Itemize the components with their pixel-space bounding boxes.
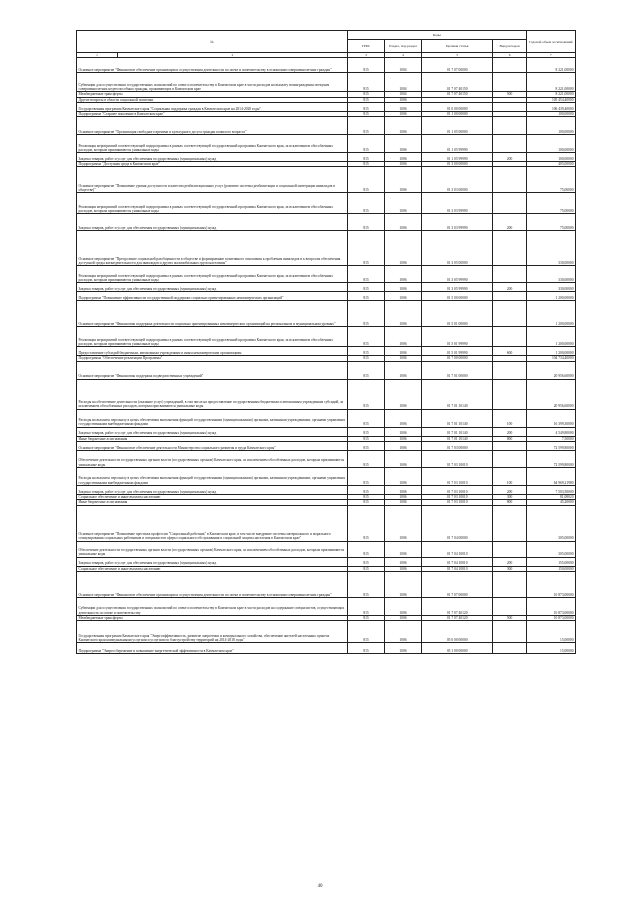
row-sum: 72 599,80000 — [526, 451, 575, 468]
row-vr — [493, 102, 526, 111]
row-name: Основное мероприятие "Финансовое обеспечение организации и осуществления деятельности по опеке и попечительству в отношении совершеннолетних граждан" — [77, 58, 348, 73]
row-vr: 200 — [493, 427, 526, 436]
row-name: Государственная программа Камчатского края "Энергоэффективность, развитие энергетики и коммунального хозяйства, обеспечение жителей населенных пунктов Камчатского края коммунальными услугами и услугами по благоустройству территорий на 2014-2018 годы" — [77, 621, 348, 643]
row-grbs: 815 — [348, 621, 385, 643]
row-grbs: 815 — [348, 566, 385, 571]
table-row — [77, 621, 576, 643]
header-total: Годовой объем ассигнований — [526, 31, 575, 53]
row-name: Закупка товаров, работ и услуг для обеспечения государственных (муниципальных) нужд — [77, 283, 348, 292]
row-grbs: 815 — [348, 442, 385, 451]
row-vr — [493, 73, 526, 92]
row-grbs: 815 — [348, 266, 385, 283]
row-sum: 100,00000 — [526, 135, 575, 153]
row-grbs: 815 — [348, 500, 385, 505]
row-csr: 01 3 03 99990 — [421, 193, 492, 214]
row-sum: 20 956,60000 — [526, 379, 575, 409]
table-row — [77, 557, 576, 566]
row-grbs: 815 — [348, 505, 385, 541]
row-razdel: 1004 — [385, 58, 422, 73]
row-grbs: 815 — [348, 283, 385, 292]
row-csr: 01 7 01 00000 — [421, 361, 492, 379]
row-vr — [493, 231, 526, 266]
row-vr — [493, 266, 526, 283]
row-grbs: 815 — [348, 167, 385, 193]
row-grbs: 815 — [348, 111, 385, 116]
row-vr — [493, 58, 526, 73]
row-name: Закупка товаров, работ и услуг для обеспечения государственных (муниципальных) нужд — [77, 153, 348, 162]
row-vr: 200 — [493, 557, 526, 566]
row-grbs: 815 — [348, 495, 385, 500]
row-sum: 20 956,60000 — [526, 361, 575, 379]
row-csr: 01 7 01 10140 — [421, 409, 492, 427]
table-row — [77, 379, 576, 409]
row-razdel: 1006 — [385, 283, 422, 292]
row-csr: 01 7 03 00000 — [421, 442, 492, 451]
index-cell: 4 — [385, 53, 422, 58]
row-razdel: 1006 — [385, 621, 422, 643]
row-sum: 8 221,00000 — [526, 58, 575, 73]
row-name: Государственная программа Камчатского края "Социальная поддержка граждан в Камчатском крае на 2014-2020 годы" — [77, 102, 348, 111]
row-razdel: 1006 — [385, 597, 422, 615]
row-razdel: 1006 — [385, 153, 422, 162]
row-razdel: 1006 — [385, 327, 422, 347]
row-sum: 75,00000 — [526, 214, 575, 231]
row-sum: 150,00000 — [526, 566, 575, 571]
table-row — [77, 505, 576, 541]
row-razdel: 1006 — [385, 356, 422, 361]
table-row — [77, 327, 576, 347]
row-csr: 01 3 03 00000 — [421, 167, 492, 193]
row-vr — [493, 451, 526, 468]
row-grbs: 815 — [348, 571, 385, 597]
row-name: Расходы на выплаты персоналу в целях обеспечения выполнения функций государственными (муниципальными) органами, казенными учреждениями, органами управления государственными внебюджетными фондами — [77, 468, 348, 486]
row-csr: 01 7 07 40150 — [421, 73, 492, 92]
row-csr: 05 1 00 00000 — [421, 643, 492, 654]
row-razdel: 1006 — [385, 541, 422, 557]
row-grbs: 815 — [348, 356, 385, 361]
table-row — [77, 266, 576, 283]
row-vr: 600 — [493, 347, 526, 356]
row-csr: 01 7 07 40120 — [421, 597, 492, 615]
index-cell: 5 — [421, 53, 492, 58]
row-vr: 500 — [493, 615, 526, 620]
row-vr — [493, 117, 526, 135]
row-grbs: 815 — [348, 541, 385, 557]
row-csr: 01 1 05 00000 — [421, 117, 492, 135]
row-csr: 01 7 01 10140 — [421, 427, 492, 436]
table-row — [77, 409, 576, 427]
row-csr: 01 5 00 00000 — [421, 292, 492, 301]
row-csr: 01 7 03 10010 — [421, 486, 492, 495]
row-vr — [493, 643, 526, 654]
row-csr: 01 3 05 00000 — [421, 231, 492, 266]
row-name: Подпрограмма "Доступная среда в Камчатском крае" — [77, 162, 348, 167]
row-razdel: 1006 — [385, 505, 422, 541]
row-razdel: 1006 — [385, 135, 422, 153]
row-vr: 300 — [493, 566, 526, 571]
row-vr — [493, 327, 526, 347]
row-csr: 01 5 01 99990 — [421, 327, 492, 347]
row-grbs: 815 — [348, 214, 385, 231]
header-razdel: Раздел, под-раздел — [385, 40, 422, 53]
row-csr: 01 7 04 10010 — [421, 541, 492, 557]
row-sum: 1 200,00000 — [526, 327, 575, 347]
row-grbs: 815 — [348, 436, 385, 441]
row-grbs: 815 — [348, 615, 385, 620]
row-grbs: 815 — [348, 486, 385, 495]
table-row — [77, 442, 576, 451]
row-vr: 800 — [493, 436, 526, 441]
row-vr — [493, 597, 526, 615]
row-name: Расходы на выплаты персоналу в целях обеспечения выполнения функций государственными (муниципальными) органами, казенными учреждениями, органами управления государственными внебюджетными фондами — [77, 409, 348, 427]
row-grbs: 815 — [348, 347, 385, 356]
row-name: Межбюджетные трансферты — [77, 92, 348, 97]
table-row — [77, 541, 576, 557]
row-vr: 100 — [493, 409, 526, 427]
index-cell: 7 — [526, 53, 575, 58]
row-sum: 10 873,00000 — [526, 615, 575, 620]
index-cell: 2 — [231, 53, 234, 57]
row-sum: 100,00000 — [526, 153, 575, 162]
table-row — [77, 427, 576, 436]
row-csr: 01 7 04 10010 — [421, 566, 492, 571]
row-grbs: 815 — [348, 231, 385, 266]
table-row — [77, 73, 576, 92]
row-csr: 01 1 05 99990 — [421, 135, 492, 153]
row-razdel: 1006 — [385, 379, 422, 409]
row-name: Обеспечение деятельности государственных органов власти (государственных органов) Камчатского края, за исключением обособленных расходов, которым присваиваются уникальные коды — [77, 451, 348, 468]
index-cell: 6 — [493, 53, 526, 58]
row-razdel: 1006 — [385, 495, 422, 500]
row-razdel: 1006 — [385, 615, 422, 620]
row-grbs: 815 — [348, 73, 385, 92]
table-row — [77, 214, 576, 231]
header-vr: Вид расходов — [493, 40, 526, 53]
table-row — [77, 643, 576, 654]
row-name: Подпрограмма "Старшее поколение в Камчатском крае" — [77, 111, 348, 116]
table-row — [77, 231, 576, 266]
row-name: Подпрограмма "Повышение эффективности государственной поддержки социально ориентированных некоммерческих организаций" — [77, 292, 348, 301]
row-csr: 01 0 00 00000 — [421, 102, 492, 111]
row-csr: 01 5 01 99990 — [421, 347, 492, 356]
row-razdel: 1006 — [385, 167, 422, 193]
header-grbs: ГРБС — [348, 40, 385, 53]
row-grbs: 815 — [348, 58, 385, 73]
row-sum: 7 503,50000 — [526, 486, 575, 495]
table-row — [77, 486, 576, 495]
index-cell: 3 — [348, 53, 385, 58]
row-grbs: 815 — [348, 557, 385, 566]
row-razdel: 1006 — [385, 301, 422, 327]
row-vr — [493, 167, 526, 193]
row-grbs: 815 — [348, 92, 385, 97]
row-csr: 01 3 03 99990 — [421, 214, 492, 231]
row-vr — [493, 379, 526, 409]
budget-table — [76, 30, 576, 654]
table-row — [77, 135, 576, 153]
row-name: Обеспечение деятельности государственных органов власти (государственных органов) Камчатского края, за исключением обособленных расходов, которым присваиваются уникальные коды — [77, 541, 348, 557]
row-razdel: 1006 — [385, 97, 422, 102]
row-razdel: 1006 — [385, 436, 422, 441]
row-sum: 106 439,40000 — [526, 102, 575, 111]
row-name: Основное мероприятие "Преодоление социальной разобщенности в обществе и формирование позитивного отношения к проблемам инвалидов и к вопросам обеспечения доступной среды жизнедеятельности для инвалидов и других маломобильных групп населения" — [77, 231, 348, 266]
row-vr — [493, 571, 526, 597]
table-row — [77, 102, 576, 111]
row-csr: 01 7 07 00000 — [421, 571, 492, 597]
row-name: Субвенции для осуществления государственных полномочий по опеке и попечительству в Камчатском крае в части расходов на выплату вознаграждения опекунам совершеннолетних недееспособных граждан, проживающих в Камчатском крае — [77, 73, 348, 92]
row-vr — [493, 505, 526, 541]
table-row — [77, 153, 576, 162]
row-razdel: 1006 — [385, 162, 422, 167]
table-row — [77, 597, 576, 615]
row-vr — [493, 361, 526, 379]
row-name: Основное мероприятие "Организация свободного времени и культурного досуга граждан пожилого возраста" — [77, 117, 348, 135]
row-vr: 200 — [493, 214, 526, 231]
document-page — [76, 30, 576, 654]
row-sum: 16 399,30000 — [526, 409, 575, 427]
row-sum: 72 599,80000 — [526, 442, 575, 451]
row-razdel: 1006 — [385, 427, 422, 436]
table-row — [77, 117, 576, 135]
row-sum: 10 873,00000 — [526, 571, 575, 597]
row-vr: 500 — [493, 92, 526, 97]
row-sum: 405,00000 — [526, 162, 575, 167]
row-csr: 01 7 00 00000 — [421, 356, 492, 361]
row-grbs: 815 — [348, 301, 385, 327]
row-vr — [493, 135, 526, 153]
row-sum: 45,20000 — [526, 500, 575, 505]
row-grbs: 815 — [348, 361, 385, 379]
table-row — [77, 301, 576, 327]
row-name: Основное мероприятие "Повышение престижа профессии "Социальный работник" в Камчатском крае, в том числе внедрение системы материального и морального стимулирования социальных работников и специалистов сферы социального обслуживания и социальной защиты населения в Камчатском крае" — [77, 505, 348, 541]
row-grbs: 815 — [348, 643, 385, 654]
row-vr — [493, 193, 526, 214]
row-razdel: 1006 — [385, 486, 422, 495]
table-row — [77, 361, 576, 379]
row-csr: 01 7 04 00000 — [421, 505, 492, 541]
row-sum: 1 200,00000 — [526, 292, 575, 301]
table-row — [77, 167, 576, 193]
row-vr: 200 — [493, 153, 526, 162]
row-razdel: 1006 — [385, 111, 422, 116]
row-razdel: 1006 — [385, 500, 422, 505]
row-grbs: 815 — [348, 135, 385, 153]
row-sum: 330,00000 — [526, 231, 575, 266]
row-csr: 05 0 00 00000 — [421, 621, 492, 643]
row-sum: 305,00000 — [526, 505, 575, 541]
row-name: Закупка товаров, работ и услуг для обеспечения государственных (муниципальных) нужд — [77, 427, 348, 436]
row-razdel: 1006 — [385, 266, 422, 283]
row-csr: 01 7 03 10010 — [421, 451, 492, 468]
row-name: Закупка товаров, работ и услуг для обеспечения государственных (муниципальных) нужд — [77, 214, 348, 231]
row-name: Иные бюджетные ассигнования — [77, 500, 348, 505]
row-grbs: 815 — [348, 117, 385, 135]
row-vr: 100 — [493, 468, 526, 486]
row-sum: 155,00000 — [526, 557, 575, 566]
row-sum: 4 549,80000 — [526, 427, 575, 436]
row-sum: 75,00000 — [526, 193, 575, 214]
table-row — [77, 571, 576, 597]
row-grbs: 815 — [348, 193, 385, 214]
row-name: Закупка товаров, работ и услуг для обеспечения государственных (муниципальных) нужд — [77, 486, 348, 495]
row-name: Подпрограмма "Обеспечение реализации Программы" — [77, 356, 348, 361]
row-razdel: 1004 — [385, 92, 422, 97]
row-razdel: 1006 — [385, 468, 422, 486]
row-vr: 200 — [493, 486, 526, 495]
row-grbs: 815 — [348, 327, 385, 347]
row-grbs: 815 — [348, 468, 385, 486]
row-name: Реализация мероприятий соответствующей подпрограммы в рамках соответствующей государственной программы Камчатского края, за исключением обособленных расходов, которым присваиваются уникальные коды — [77, 266, 348, 283]
table-row — [77, 292, 576, 301]
row-vr — [493, 442, 526, 451]
row-razdel: 1006 — [385, 442, 422, 451]
row-name: Социальное обеспечение и иные выплаты населению — [77, 495, 348, 500]
row-razdel: 1006 — [385, 214, 422, 231]
row-grbs: 815 — [348, 162, 385, 167]
row-razdel: 1006 — [385, 571, 422, 597]
row-csr: 01 7 03 10010 — [421, 500, 492, 505]
row-razdel: 1006 — [385, 451, 422, 468]
row-csr: 01 3 00 00000 — [421, 162, 492, 167]
row-vr — [493, 541, 526, 557]
row-name: Реализация мероприятий соответствующей подпрограммы в рамках соответствующей государственной программы Камчатского края, за исключением обособленных расходов, которым присваиваются уникальные коды — [77, 327, 348, 347]
page-number: 40 — [317, 884, 323, 889]
row-sum: 8 221,00000 — [526, 92, 575, 97]
row-name: Основное мероприятие "Финансовое обеспечение деятельности Министерства социального развития и труда Камчатского края" — [77, 442, 348, 451]
row-csr: 01 3 05 99990 — [421, 266, 492, 283]
row-sum: 8 221,00000 — [526, 73, 575, 92]
row-csr: 01 7 07 00000 — [421, 58, 492, 73]
row-razdel: 1006 — [385, 347, 422, 356]
row-sum: 105 454,40000 — [526, 97, 575, 102]
row-csr: 01 7 01 10140 — [421, 379, 492, 409]
row-sum: 100,00000 — [526, 111, 575, 116]
row-name: Основное мероприятие "Финансовая поддержка деятельности социально ориентированных некоммерческих организаций на региональном и муниципальном уровнях" — [77, 301, 348, 327]
row-grbs: 815 — [348, 97, 385, 102]
row-csr: 01 3 05 99990 — [421, 283, 492, 292]
row-name: Расходы на обеспечение деятельности (оказание услуг) учреждений, в том числе на предоставление государственным бюджетным и автономным учреждениям субсидий, за исключением обособленных расходов, которым присваиваются уникальные коды — [77, 379, 348, 409]
row-vr: 800 — [493, 500, 526, 505]
table-row — [77, 468, 576, 486]
row-razdel: 1006 — [385, 557, 422, 566]
row-sum: 104 734,40000 — [526, 356, 575, 361]
row-name: Основное мероприятие "Повышение уровня доступности и качества реабилитационных услуг (развитие системы реабилитации и социальной интеграции инвалидов в обществе)" — [77, 167, 348, 193]
row-sum: 305,00000 — [526, 541, 575, 557]
row-name: Другие вопросы в области социальной политики — [77, 97, 348, 102]
row-name: Подпрограмма "Энергосбережение и повышение энергетической эффективности в Камчатском крае" — [77, 643, 348, 654]
header-number: № — [77, 31, 348, 53]
row-razdel: 1006 — [385, 292, 422, 301]
row-sum: 330,00000 — [526, 266, 575, 283]
row-razdel: 1006 — [385, 566, 422, 571]
row-csr: 01 7 07 40120 — [421, 615, 492, 620]
row-sum: 15,00000 — [526, 643, 575, 654]
row-name: Закупка товаров, работ и услуг для обеспечения государственных (муниципальных) нужд — [77, 557, 348, 566]
row-grbs: 815 — [348, 451, 385, 468]
row-csr: 01 7 01 10140 — [421, 436, 492, 441]
row-vr — [493, 292, 526, 301]
row-sum: 330,00000 — [526, 283, 575, 292]
row-csr: 01 7 04 10010 — [421, 557, 492, 566]
row-razdel: 1006 — [385, 193, 422, 214]
row-grbs: 815 — [348, 379, 385, 409]
row-grbs: 815 — [348, 102, 385, 111]
table-row — [77, 58, 576, 73]
row-vr: 200 — [493, 283, 526, 292]
row-razdel: 1006 — [385, 117, 422, 135]
row-sum: 75,00000 — [526, 167, 575, 193]
row-name: Реализация мероприятий соответствующей подпрограммы в рамках соответствующей государственной программы Камчатского края, за исключением обособленных расходов, которым присваиваются уникальные коды — [77, 193, 348, 214]
table-row — [77, 451, 576, 468]
row-razdel: 1006 — [385, 231, 422, 266]
index-cell: 1 — [77, 53, 118, 57]
row-csr: 01 7 03 10010 — [421, 495, 492, 500]
row-name: Межбюджетные трансферты — [77, 615, 348, 620]
row-sum: 81,08020 — [526, 495, 575, 500]
row-name: Основное мероприятие "Финансовая поддержка подведомственных учреждений" — [77, 361, 348, 379]
row-csr: 01 5 01 00000 — [421, 301, 492, 327]
row-sum: 1 200,00000 — [526, 301, 575, 327]
row-csr: 01 1 05 99990 — [421, 153, 492, 162]
header-codes: Коды — [348, 31, 527, 40]
row-grbs: 815 — [348, 597, 385, 615]
row-csr: 01 7 03 10010 — [421, 468, 492, 486]
row-razdel: 1006 — [385, 409, 422, 427]
row-csr: 01 7 07 40150 — [421, 92, 492, 97]
row-vr — [493, 621, 526, 643]
row-sum: 100,00000 — [526, 117, 575, 135]
row-sum: 10 873,00000 — [526, 597, 575, 615]
row-razdel: 1004 — [385, 73, 422, 92]
table-row — [77, 193, 576, 214]
row-csr: 01 1 00 00000 — [421, 111, 492, 116]
row-sum: 1 200,00000 — [526, 347, 575, 356]
row-grbs: 815 — [348, 153, 385, 162]
row-name: Предоставление субсидий бюджетным, автономным учреждениям и иным некоммерческим организациям — [77, 347, 348, 356]
row-vr — [493, 301, 526, 327]
row-grbs: 815 — [348, 409, 385, 427]
row-grbs: 815 — [348, 427, 385, 436]
row-sum: 64 969,21980 — [526, 468, 575, 486]
row-name: Реализация мероприятий соответствующей подпрограммы в рамках соответствующей государственной программы Камчатского края, за исключением обособленных расходов, которым присваиваются уникальные коды — [77, 135, 348, 153]
header-csr: Целевая статья — [421, 40, 492, 53]
row-razdel: 1006 — [385, 102, 422, 111]
row-name: Социальное обеспечение и иные выплаты населению — [77, 566, 348, 571]
row-vr: 300 — [493, 495, 526, 500]
row-sum: 15,00000 — [526, 621, 575, 643]
row-name: Иные бюджетные ассигнования — [77, 436, 348, 441]
table-row — [77, 347, 576, 356]
row-grbs: 815 — [348, 292, 385, 301]
row-name: Субвенции для осуществления государственных полномочий по опеке и попечительству в Камчатском крае в части расходов на содержание специалистов, осуществляющих деятельность по опеке и попечительству — [77, 597, 348, 615]
row-sum: 7,50000 — [526, 436, 575, 441]
table-row — [77, 283, 576, 292]
row-razdel: 1006 — [385, 643, 422, 654]
row-razdel: 1006 — [385, 361, 422, 379]
row-name: Основное мероприятие "Финансовое обеспечение организации и осуществления деятельности по опеке и попечительству в отношении совершеннолетних граждан" — [77, 571, 348, 597]
